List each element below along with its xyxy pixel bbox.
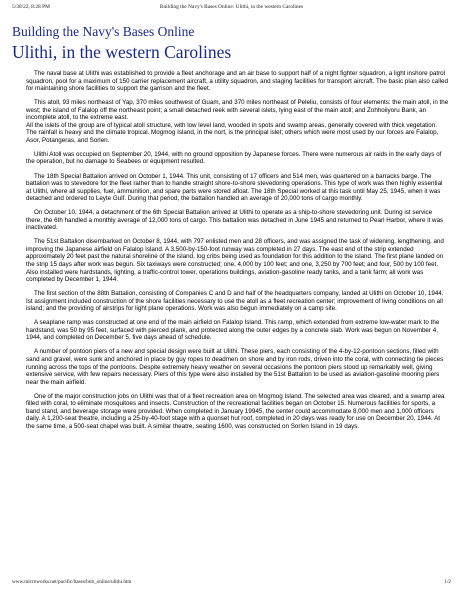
site-subtitle: Building the Navy's Bases Online (12, 24, 195, 39)
paragraph-7: The first section of the 88th Battalion, consisting of Companies C and D and half of the headquarters company, landed at Ulithi on October 10, 1944. Ist assignment included construction of the shore facilities necessary to use the atoll as a fleet recreation center; improvement of living conditions on all island; and the providing of airstrips for light plane operations. Work was also begun immediately on a camp site. (26, 290, 444, 313)
paragraph-3: Ulithi Atoll was occupied on September 20, 1944, with no ground opposition by Japanese forces. There were numerous air raids in the early days of the operation, but no damage to Seabees or equipment resulted. (26, 150, 442, 166)
paragraph-6: The 51st Battalion disembarked on October 8, 1944, with 797 enlisted men and 28 officers, and was assigned the task of widening, lengthening, and improving the Japanese airfield on Falalop Island. A 3,500-by-150-foot runway was completed in 27 days. The east end of the strip extended approximately 20 feet past the natural shoreline of the island, log cribs being used as foundation for this addition to the island. The first plane landed on the strip 15 days after work was begun. Six taxiways were constructed; one, 4,000 by 100 feet; and one, 3,250 by 700 feet; and four, 500 by 100 feet. Also installed were hardstands, lighting, a traffic-control tower, operations buildings, aviation-gasoline ready tanks, and a tank farm; all work was completed by December 1, 1944. (26, 238, 444, 284)
paragraph-9: A number of pontoon piers of a new and special design were built at Ulithi. These piers, each consisting of the 4-by-12-pontoon sections, filled with sand and gravel, were sunk and anchored in place by guy ropes to deadmen on shore and by iron rods, driven into the coral, with connecting tie pieces running across the tops of the pontoons. Despite extremely heavy weather on several occasions the pontoon piers stood up remarkably well, giving extensive service, with few repairs necessary. Piers of this type were also installed by the 51st Battalion to be used as aviation-gasoline mooring piers near the main airfield. (26, 348, 444, 386)
paragraph-1: The naval base at Ulithi was established to provide a fleet anchorage and an air base to support half of a night fighter squadron, a light inshore patrol squadron, pool for a maximum of 150 carrier replacement aircraft, a utility squadron, and staging facilities for transport aircraft. The basic plan also called for maintaining shore facilities to support the garrison and the fleet. (26, 70, 448, 93)
footer-url: www.microworks.net/pacific/bases/bnb_online/ulithi.htm (12, 579, 132, 585)
print-page-title: Building the Navy's Bases Online: Ulithi, in the western Carolines (159, 4, 304, 10)
paragraph-4: The 18th Special Battalion arrived on October 1, 1944. This unit, consisting of 17 officers and 514 men, was quartered on a barracks barge. The battalion was to stevedore for the fleet rather than to handle straight shore-to-shore stevedoring operations. This type of work was then highly essential at Ulithi, where all supplies, fuel, ammunition, and spare parts were stored afloat. The 18th Special worked at this task until May 25, 1945, when it was detached and ordered to Leyte Gulf. During that period, the battalion handled an average of 20,000 tons of cargo monthly. (26, 172, 443, 203)
paragraph-8: A seaplane ramp was constructed at one end of the main airfield on Falalop Island. This ramp, which extended from extreme low-water mark to the hardstand, was 50 by 95 feet, surfaced with pierced plank, and protected along the outer edges by a concrete slab. Work was begun on November 4, 1944, and completed on December 5, five days ahead of schedule. (26, 319, 440, 342)
print-header (12, 4, 451, 14)
paragraph-5: On October 10, 1944, a detachment of the 6th Special Battalion arrived at Ulithi to operate as a ship-to-shore stevedoring unit. During ist service there, the 6th handled a monthly average of 12,000 tons of cargo. This battalion was detached in June 1945 and returned to Pearl Harbor, where it was inactivated. (26, 209, 444, 232)
article-body (26, 70, 449, 437)
paragraph-2: This atoll, 93 miles northeast of Yap, 370 miles southwest of Guam, and 370 miles northeast of Peleliu, consists of four elements: the main atoll, in the west; the island of Falalop off the northeast point; a small detached reek with several islets, lying east of the main atoll; and Zohhoiiyoru Bank, an incomplete atoll, to the extreme east. All the islets of the group are of typical atoll structure, with low level land, wooded in spots and swamp areas, generally covered with thick vegetation. The rainfall is heavy and the climate tropical. Mogmog Island, in the nort, is the principal islet; others which were most used by our forces are Falalop, Asor, Potangeras, and Sorlen. (26, 99, 449, 144)
page-title: Ulithi, in the western Carolines (12, 42, 232, 62)
footer-page-number: 1/2 (444, 579, 451, 585)
print-footer (12, 579, 451, 587)
print-datetime: 5/30/22, 8:28 PM (12, 4, 50, 10)
paragraph-10: One of the major construction jobs on Ulithi was that of a fleet recreation area on Mogmog Island. The selected area was cleared, and a swamp area filled with coral, to eliminate mosquitoes and insects. Construction of the recreational facilities began on October 15. Numerous facilities for sports, a band stand, and beverage storage were provided. When completed in January 19945, the center could accommodate 8,000 men and 1,000 officers daily. A 1,200-seat theatre, including a 25-by-40-foot stage with a quonset hut roof, completed in 20 days was ready for use on December 20, 1944. At the same time, a 500-seat chapel was built. A similar theatre, seating 1600, was constructed on Sorlen Island in 19 days. (26, 392, 445, 430)
